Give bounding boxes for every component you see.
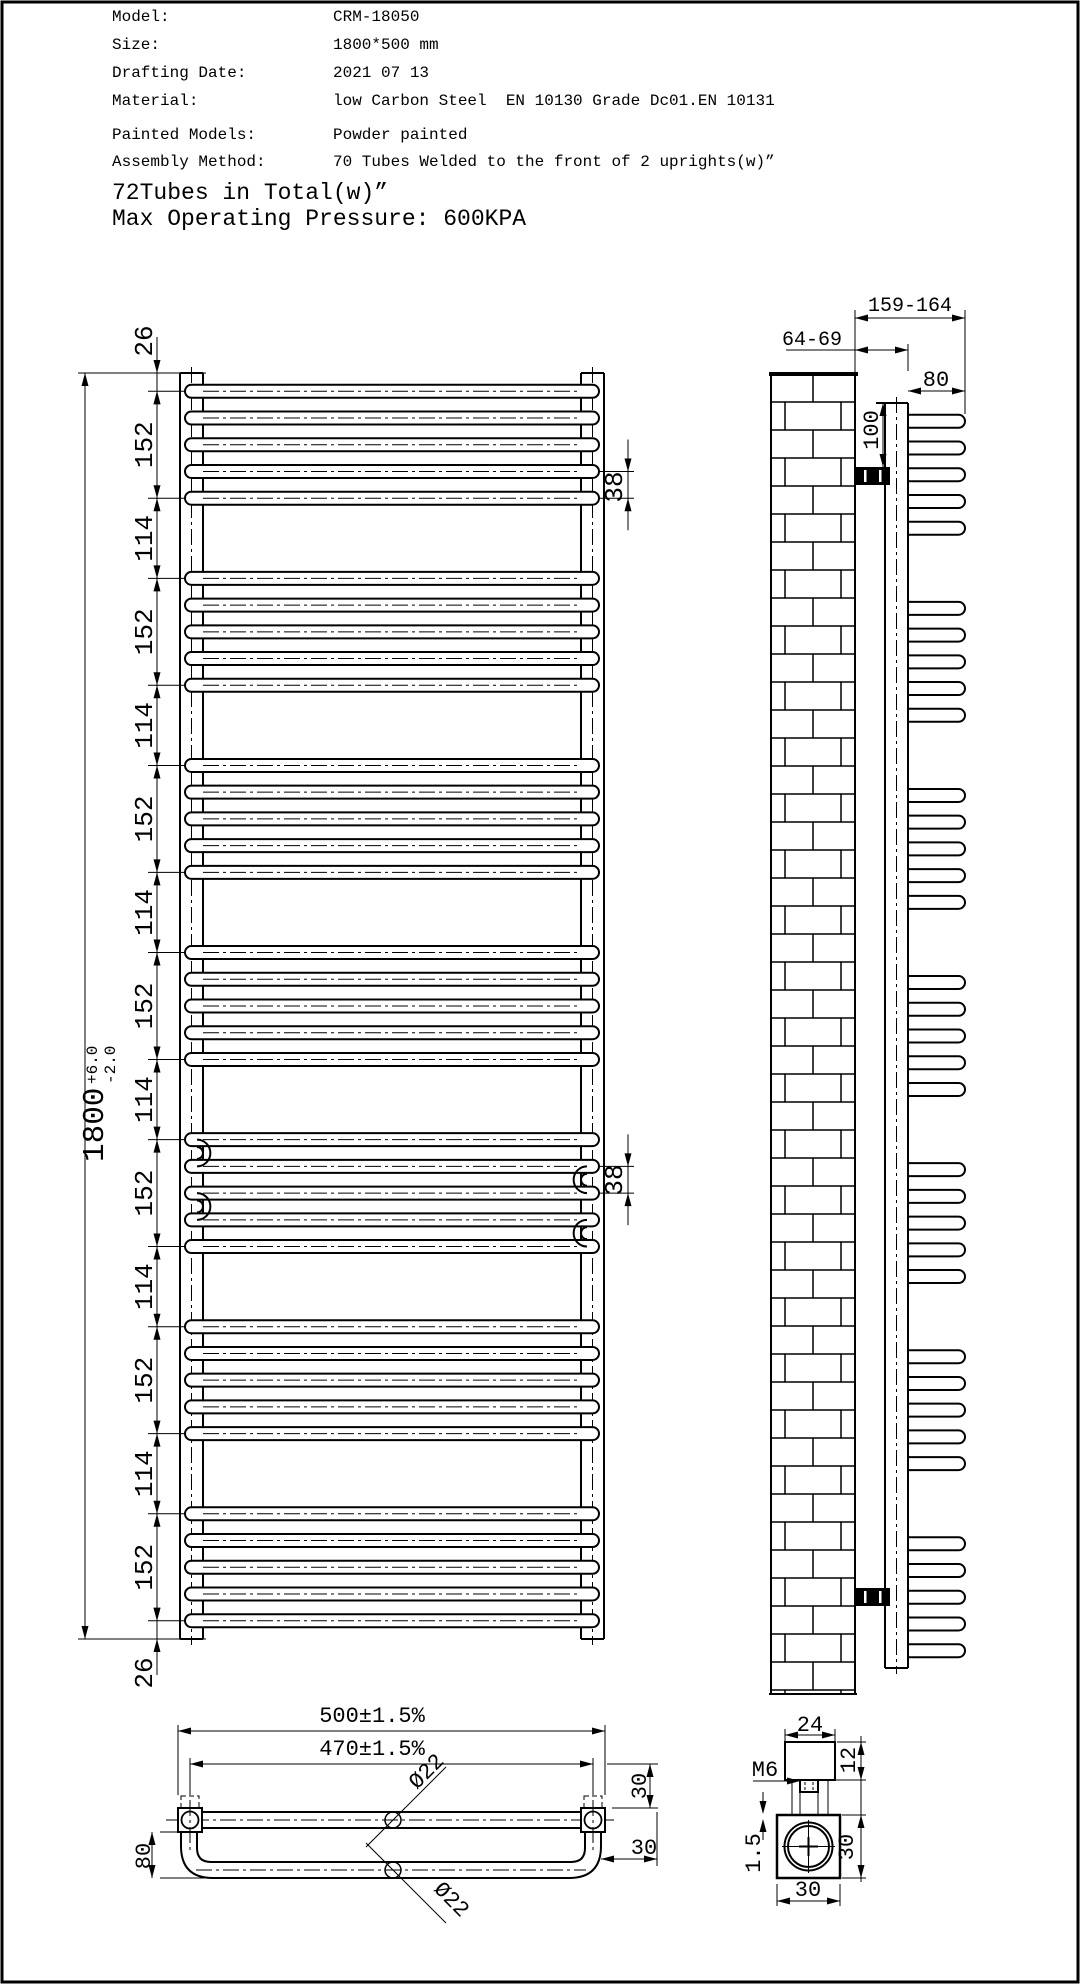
spec-label: Painted Models: bbox=[112, 126, 257, 144]
spec-label: Drafting Date: bbox=[112, 64, 247, 82]
wall-bracket bbox=[856, 467, 890, 485]
spec-note: Max Operating Pressure: 600KPA bbox=[112, 206, 527, 232]
front-view bbox=[180, 367, 604, 1645]
dim-chain-label: 152 bbox=[130, 421, 160, 469]
dim-chain-label: 152 bbox=[130, 982, 160, 1030]
spec-value: 1800*500 mm bbox=[333, 36, 439, 54]
dim-upright-width: 30 bbox=[794, 1878, 822, 1903]
dim-chain-label: 114 bbox=[130, 889, 160, 936]
spec-value: 2021 07 13 bbox=[333, 64, 430, 82]
dim-tube-pitch-mid: 38 bbox=[600, 1164, 630, 1196]
side-view bbox=[769, 374, 965, 1694]
spec-value: 70 Tubes Welded to the front of 2 uprights(w)” bbox=[333, 153, 775, 171]
spec-label: Material: bbox=[112, 92, 199, 110]
dim-chain-label: 152 bbox=[130, 795, 160, 843]
dim-chain-label: 114 bbox=[130, 514, 160, 562]
spec-note: 72Tubes in Total(w)” bbox=[112, 180, 389, 206]
dim-chain-label: 114 bbox=[130, 1076, 160, 1123]
bracket-nub bbox=[800, 1780, 818, 1792]
spec-label: Size: bbox=[112, 36, 161, 54]
dim-wall-gap: 64-69 bbox=[781, 329, 843, 352]
dim-chain-label: 152 bbox=[130, 1356, 160, 1404]
dim-overall-height bbox=[78, 1046, 120, 1162]
dim-corner-offset-v: 30 bbox=[628, 1772, 653, 1800]
dim-tube-dia-back: Ø22 bbox=[404, 1749, 450, 1795]
dim-tube-pitch-top: 38 bbox=[600, 471, 630, 503]
dim-chain-label: 152 bbox=[130, 1169, 160, 1217]
dim-corner-offset-h: 30 bbox=[630, 1836, 658, 1861]
dim-upright-height: 30 bbox=[835, 1833, 860, 1861]
dim-tube-dia-front: Ø22 bbox=[428, 1877, 474, 1923]
dim-tol-plus: +6.0 bbox=[84, 1045, 102, 1084]
dim-chain-label: 152 bbox=[130, 608, 160, 656]
bottom-view bbox=[166, 1767, 616, 1923]
bracket-body bbox=[785, 1742, 835, 1780]
spec-value: CRM-18050 bbox=[333, 8, 420, 26]
u-tube-inner bbox=[197, 1832, 585, 1862]
dim-wall-thickness: 1.5 bbox=[742, 1833, 767, 1873]
spec-value: low Carbon Steel EN 10130 Grade Dc01.EN 10131 bbox=[333, 92, 775, 110]
dim-bracket-offset: 100 bbox=[860, 410, 885, 450]
spec-label: Assembly Method: bbox=[112, 153, 266, 171]
dim-chain-label: 26 bbox=[130, 1657, 160, 1689]
dim-chain-label: 152 bbox=[130, 1543, 160, 1591]
spec-value: Powder painted bbox=[333, 126, 468, 144]
spec-label: Model: bbox=[112, 8, 170, 26]
dim-chain-label: 114 bbox=[130, 1263, 160, 1311]
dim-tol-minus: -2.0 bbox=[102, 1045, 120, 1084]
dim-chain-label: 26 bbox=[130, 325, 160, 357]
detail-view bbox=[777, 1742, 840, 1878]
wall-bracket bbox=[856, 1588, 890, 1606]
dim-loop-depth-bottom: 80 bbox=[132, 1842, 157, 1870]
dim-loop-depth-side: 80 bbox=[922, 368, 950, 393]
u-tube-outer bbox=[181, 1832, 601, 1878]
dim-chain-label: 114 bbox=[130, 1450, 160, 1498]
dim-overall-width: 500±1.5% bbox=[319, 1704, 425, 1729]
dim-bracket-width: 24 bbox=[796, 1713, 824, 1738]
dim-bracket-height: 12 bbox=[837, 1746, 862, 1774]
label-thread: M6 bbox=[751, 1758, 779, 1783]
dim-wall-to-face: 159-164 bbox=[867, 295, 953, 318]
dimension-lines bbox=[78, 310, 965, 1906]
dim-chain-label: 114 bbox=[130, 701, 160, 749]
dim-centers-width: 470±1.5% bbox=[319, 1737, 425, 1762]
dim-text: 1800 bbox=[78, 1087, 113, 1162]
